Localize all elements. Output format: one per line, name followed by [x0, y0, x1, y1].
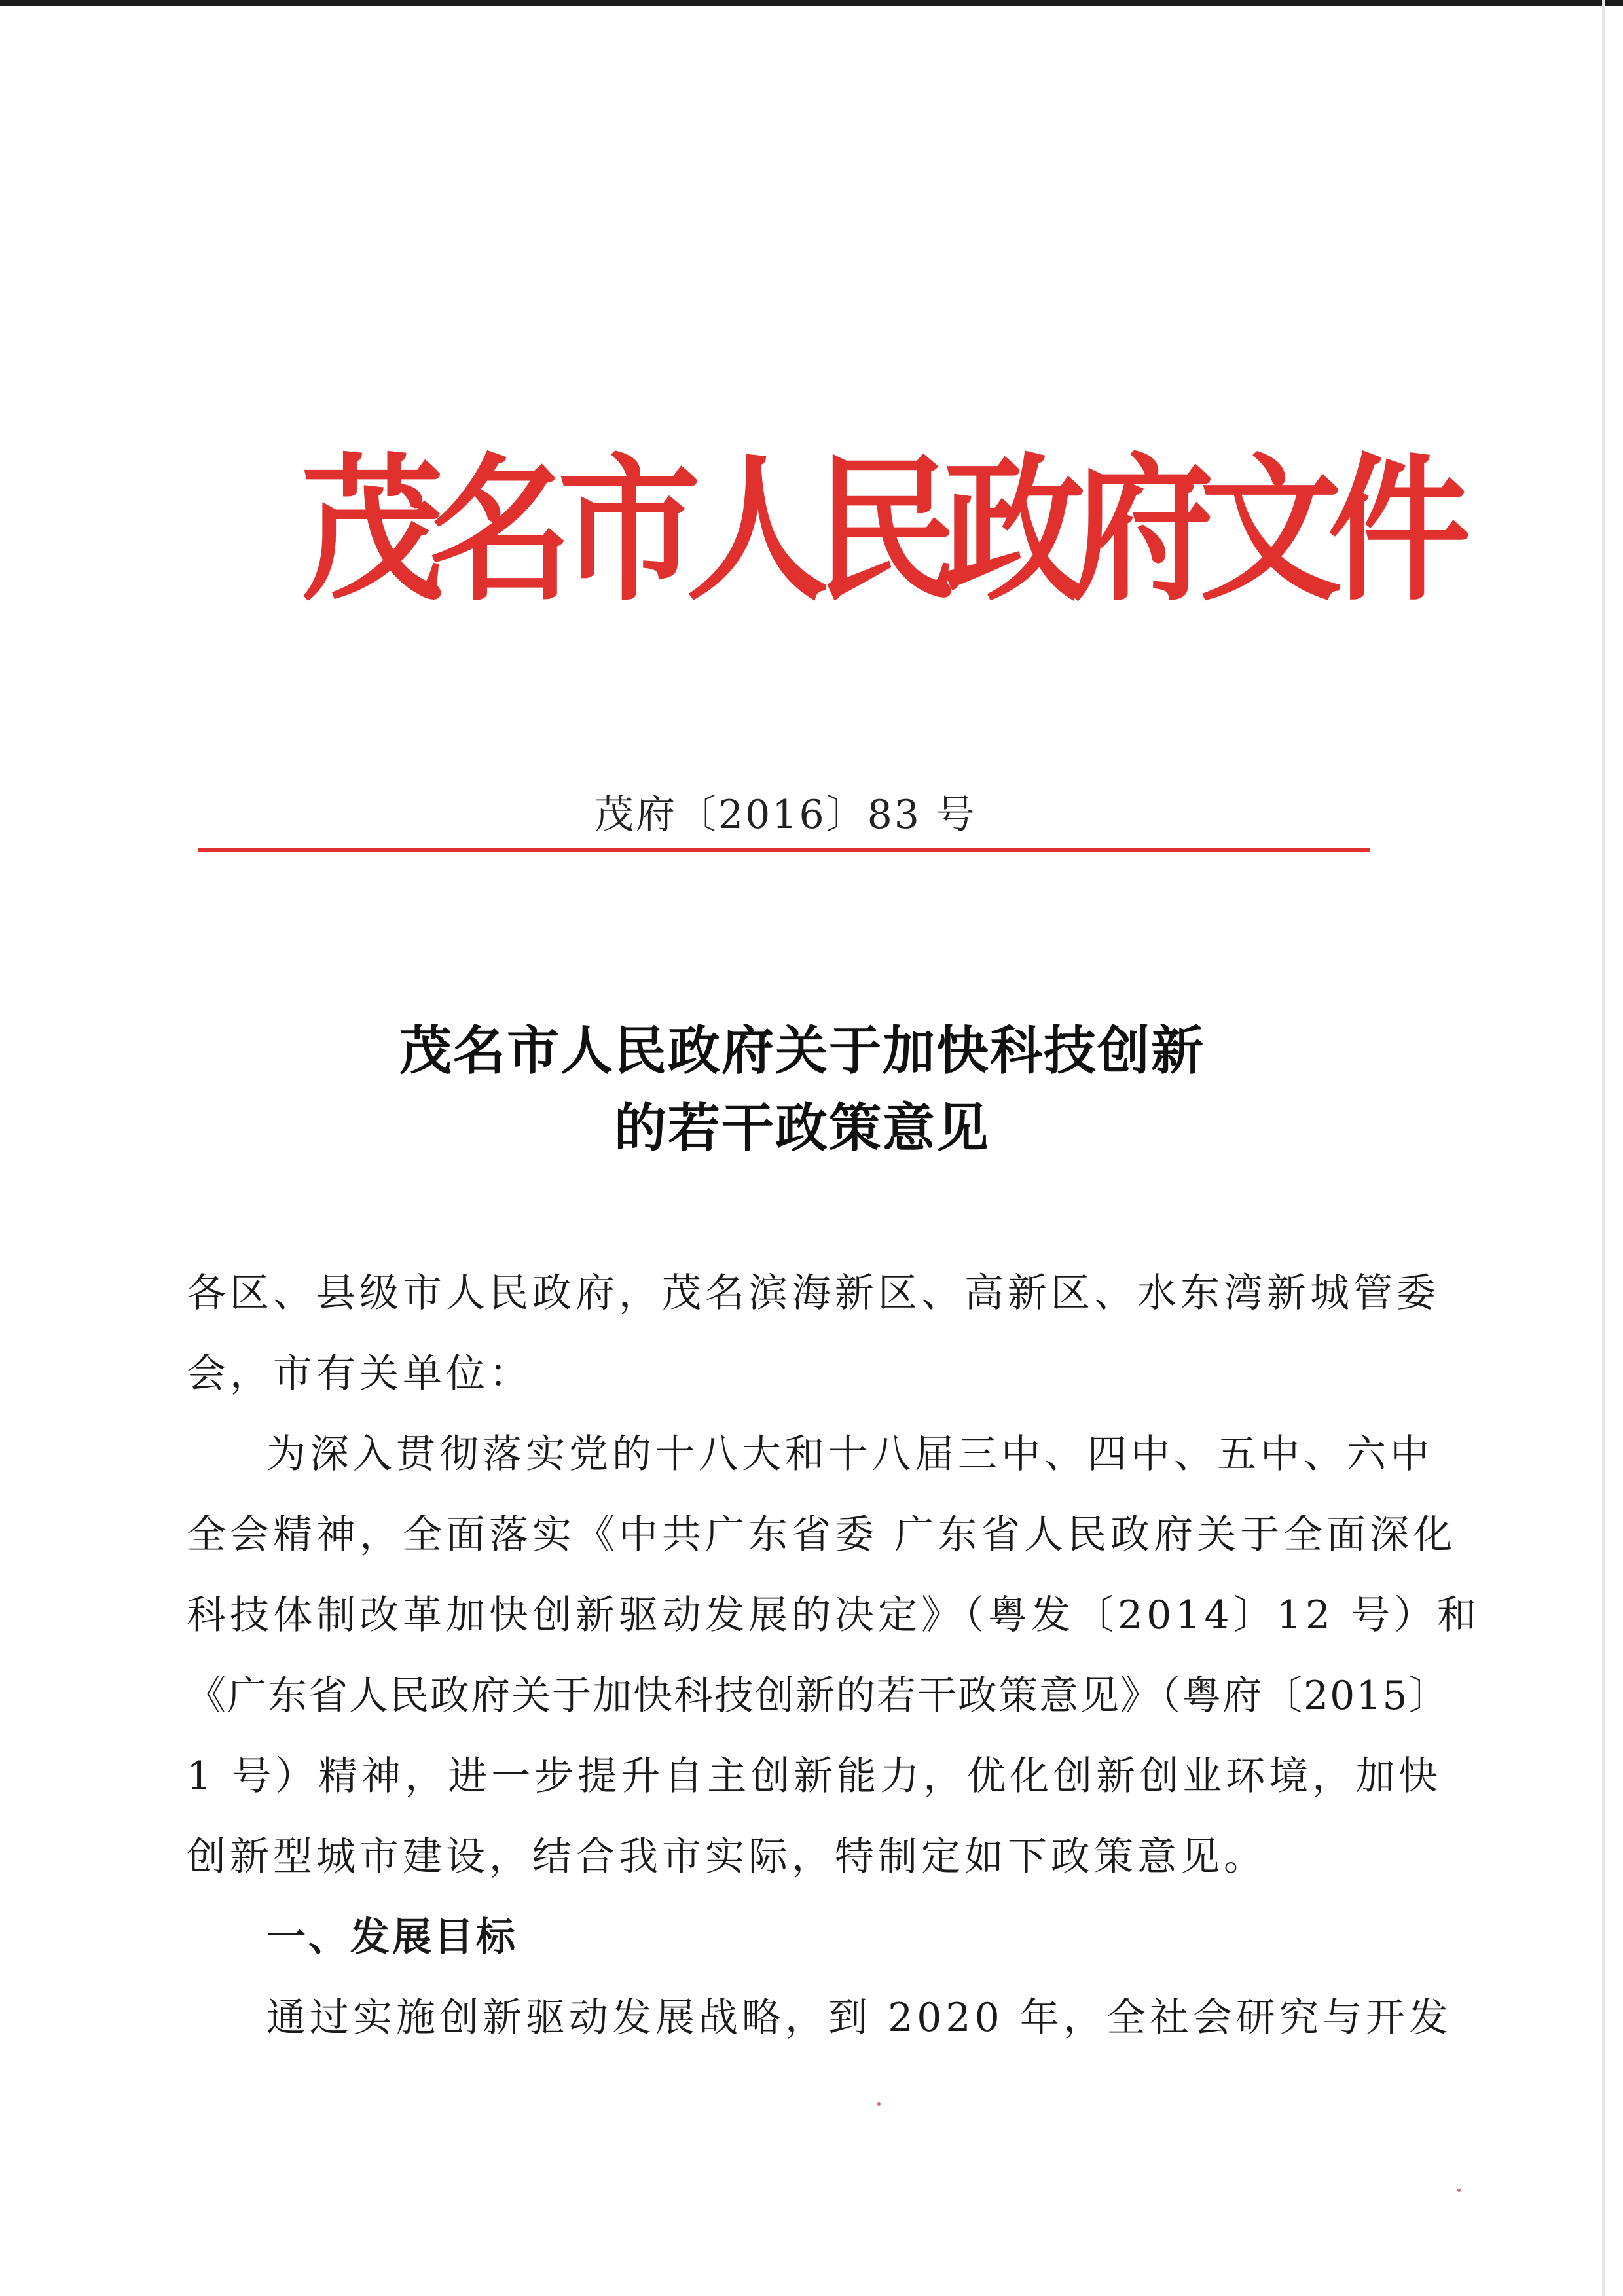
body-paragraph-line: 科技体制改革加快创新驱动发展的决定》（粤发〔2014〕12 号）和: [187, 1592, 1481, 1638]
scan-speck: [1457, 2189, 1461, 2192]
document-title-line-2: 的若干政策意见: [614, 1097, 990, 1158]
body-paragraph-line: 1 号）精神，进一步提升自主创新能力，优化创新创业环境，加快: [187, 1753, 1442, 1799]
addressee-line-2: 会，市有关单位：: [187, 1351, 532, 1397]
red-separator-rule: [198, 848, 1370, 852]
body-paragraph-line: 通过实施创新驱动发展战略，到 2020 年，全社会研究与开发: [266, 1995, 1452, 2041]
document-number: 茂府〔2016〕83 号: [594, 792, 977, 838]
scan-top-edge: [0, 0, 1623, 6]
issuer-red-header: 茂名市人民政府文件: [301, 438, 1456, 622]
body-paragraph-line: 《广东省人民政府关于加快科技创新的若干政策意见》（粤府〔2015〕: [187, 1673, 1450, 1719]
document-title-line-1: 茂名市人民政府关于加快科技创新: [399, 1020, 1205, 1081]
document-title: [196, 1018, 1408, 1160]
addressee-line-1: 各区、县级市人民政府，茂名滨海新区、高新区、水东湾新城管委: [187, 1270, 1440, 1316]
section-heading: 一、发展目标: [266, 1914, 518, 1960]
body-paragraph-line: 创新型城市建设，结合我市实际，特制定如下政策意见。: [187, 1834, 1267, 1880]
scan-speck: [877, 2102, 881, 2106]
body-paragraph-line: 全会精神，全面落实《中共广东省委 广东省人民政府关于全面深化: [187, 1512, 1457, 1558]
body-paragraph-line: 为深入贯彻落实党的十八大和十八届三中、四中、五中、六中: [266, 1431, 1433, 1477]
document-body: [187, 1253, 1481, 2058]
scan-right-edge: [1602, 0, 1605, 2296]
